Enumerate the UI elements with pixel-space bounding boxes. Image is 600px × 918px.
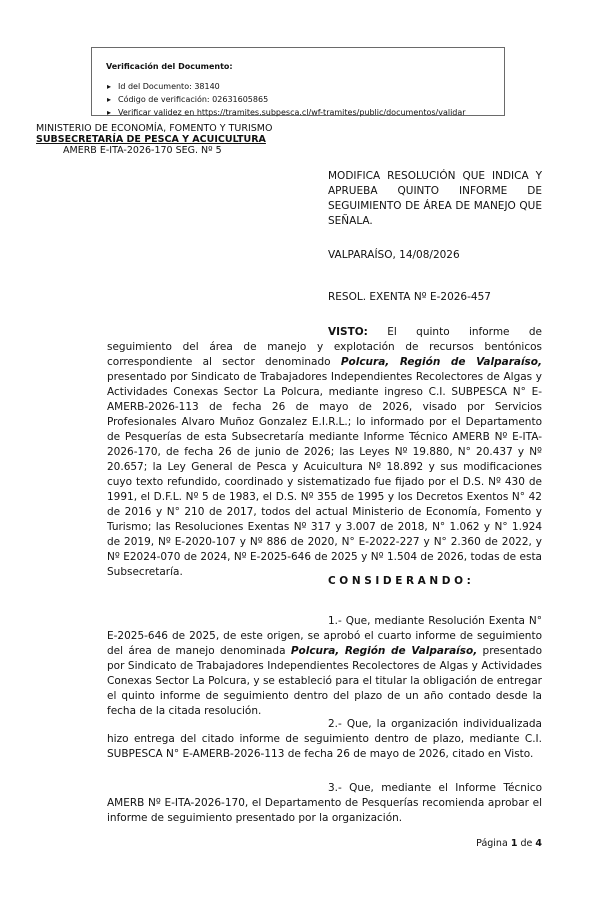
undersecretariat-name: SUBSECRETARÍA DE PESCA Y ACUICULTURA [36, 134, 266, 145]
total-pages: 4 [535, 838, 542, 849]
visto-label: VISTO: [328, 326, 368, 338]
verification-code: ▸ Código de verificación: 02631605865 [106, 93, 504, 106]
resolution-subject: MODIFICA RESOLUCIÓN QUE INDICA Y APRUEBA QUINTO INFORME DE SEGUIMIENTO DE ÁREA DE MANEJO QUE SEÑALA. [328, 170, 542, 227]
place-date: VALPARAÍSO, 14/08/2026 [328, 249, 460, 261]
area-name: Polcura, Región de Valparaíso, [290, 645, 478, 657]
page-counter: Página 1 de 4 [476, 838, 542, 849]
current-page: 1 [510, 838, 518, 849]
visto-paragraph: VISTO: El quinto informe de seguimiento del área de manejo y explotación de recursos bentónicos correspondiente al sector denominado Polcura, Región de Valparaíso, presentado por Sindicato de Trabajadores Independientes Recolectores de Algas y Actividades Conexas Sector La Polcura, mediante ingreso C.I. SUBPESCA N° E-AMERB-2026-113 de fecha 26 de mayo de 2026, visado por Servicios Profesionales Alvaro Muñoz Gonzalez E.I.R.L.; lo informado por el Departamento de Pesquerías de esta Subsecretaría mediante Informe Técnico AMERB Nº E-ITA-2026-170, de fecha 26 de junio de 2026; las Leyes Nº 19.880, N° 20.437 y Nº 20.657; la Ley General de Pesca y Acuicultura Nº 18.892 y sus modificaciones cuyo texto refundido, coordinado y sistematizado fue fijado por el D.S. Nº 430 de 1991, el D.F.L. Nº 5 de 1983, el D.S. Nº 355 de 1995 y los Decretos Exentos N° 42 de 2016 y N° 210 de 2017, todos del actual Ministerio de Economía, Fomento y Turismo; las Resoluciones Exentas Nº 317 y 3.007 de 2018, N° 1.062 y N° 1.924 de 2019, Nº E-2020-107 y Nº 886 de 2020, N° E-2022-227 y N° 2.360 de 2022, y Nº E2024-070 de 2024, Nº E-2025-646 de 2025 y Nº 1.504 de 2026, todas de esta Subsecretaría. [107, 326, 543, 578]
reference-number: AMERB E-ITA-2026-170 SEG. Nº 5 [63, 145, 222, 156]
considerando-heading: CONSIDERANDO: [328, 575, 475, 587]
issuer-header [36, 123, 272, 156]
considerando-point-1: 1.- Que, mediante Resolución Exenta N° E-2025-646 de 2025, de este origen, se aprobó el cuarto informe de seguimiento del área de manejo denominada Polcura, Región de Valparaíso, presentado por Sindicato de Trabajadores Independientes Recolectores de Algas y Actividades Conexas Sector La Polcura, y se estableció para el titular la obligación de entregar el quinto informe de seguimiento dentro del plazo de un año contado desde la fecha de la citada resolución. [107, 615, 542, 717]
verification-box [91, 47, 505, 116]
considerando-point-2: 2.- Que, la organización individualizada hizo entrega del citado informe de seguimiento dentro de plazo, mediante C.I. SUBPESCA N° E-AMERB-2026-113 de fecha 26 de mayo de 2026, citado en Visto. [107, 718, 542, 760]
considerando-point-3: 3.- Que, mediante el Informe Técnico AMERB Nº E-ITA-2026-170, el Departamento de Pesquerías recomienda aprobar el informe de seguimiento presentado por la organización. [107, 782, 542, 824]
verification-url[interactable]: ▸ Verificar validez en https://tramites.subpesca.cl/wf-tramites/public/documentos/validar [106, 106, 504, 119]
area-name: Polcura, Región de Valparaíso, [340, 356, 543, 368]
ministry-name: MINISTERIO DE ECONOMÍA, FOMENTO Y TURISMO [36, 123, 273, 134]
document-id: ▸ Id del Documento: 38140 [106, 80, 504, 93]
verification-list [106, 80, 504, 119]
resolution-number: RESOL. EXENTA Nº E-2026-457 [328, 291, 491, 303]
verification-title: Verificación del Documento: [106, 62, 233, 71]
